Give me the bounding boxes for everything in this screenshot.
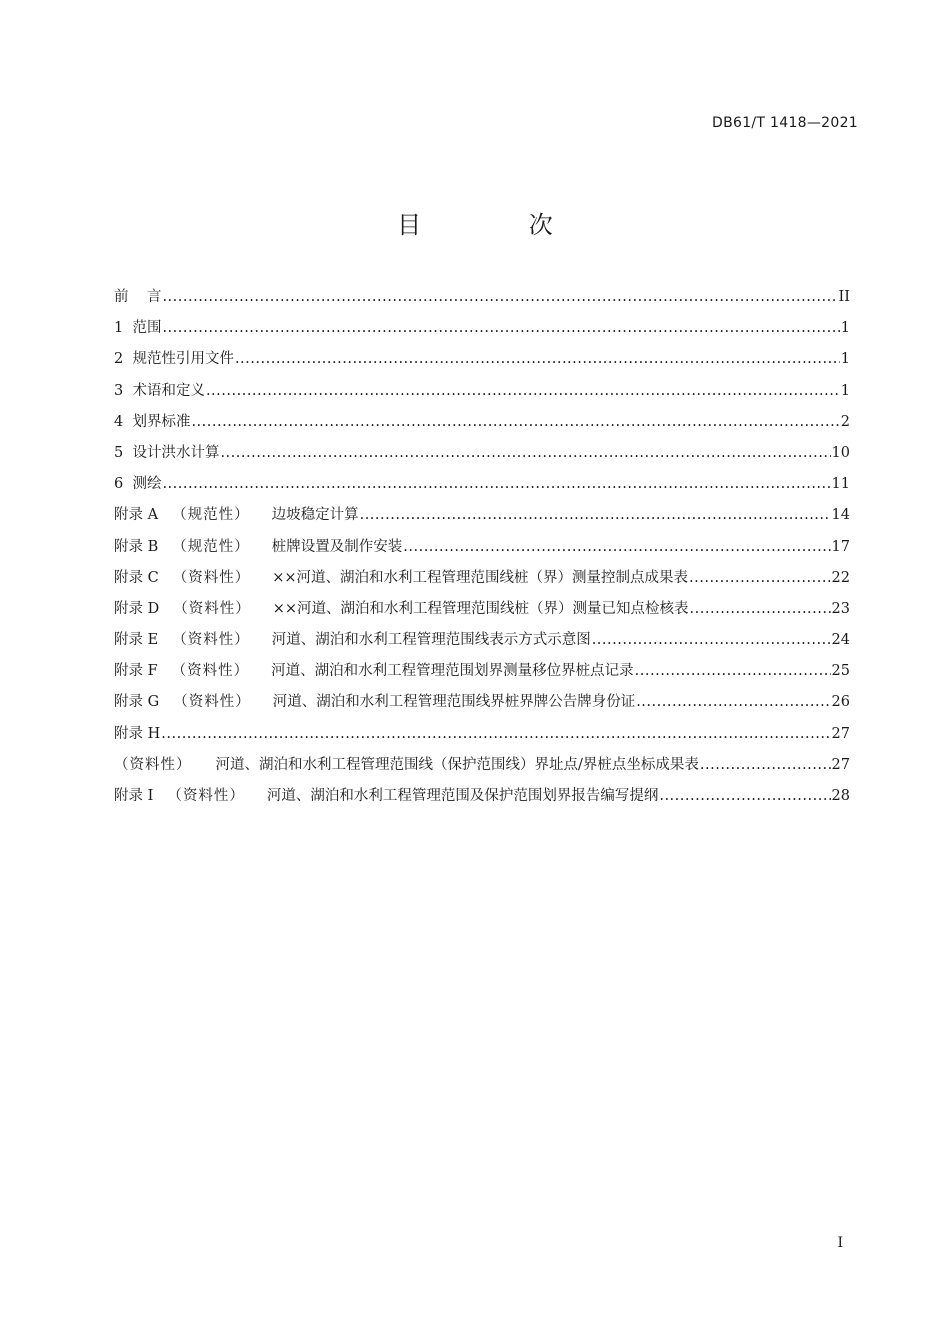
toc-entry-page: 27 <box>831 756 850 773</box>
toc-entry[interactable] <box>114 407 850 438</box>
toc-entry-page: II <box>838 289 850 305</box>
toc-entry-text: 河道、湖泊和水利工程管理范围线界桩界牌公告牌身份证 <box>272 694 636 711</box>
toc-entry-text: 河道、湖泊和水利工程管理范围及保护范围划界报告编写提纲 <box>266 788 659 804</box>
toc-entry-category: （资料性） <box>173 600 251 617</box>
toc-entry-label: 6 测绘 <box>114 476 162 493</box>
toc-entry-text: 边坡稳定计算 <box>271 507 359 524</box>
toc-entry[interactable] <box>114 282 850 313</box>
toc-entry-category: （规范性） <box>172 507 250 524</box>
toc-entry-label: 附录 F <box>114 663 158 680</box>
toc-entry-category: （资料性） <box>173 694 251 711</box>
toc-entry-text: 桩牌设置及制作安装 <box>271 538 403 555</box>
toc-leader-dots <box>162 313 839 344</box>
toc-leader-dots <box>659 781 830 812</box>
toc-entry[interactable] <box>114 687 850 718</box>
toc-entry[interactable] <box>114 594 850 625</box>
toc-entry-page: 17 <box>831 538 850 555</box>
toc-entry-text: ××河道、湖泊和水利工程管理范围线桩（界）测量控制点成果表 <box>272 569 689 586</box>
toc-entry-page: 1 <box>840 320 850 337</box>
table-of-contents <box>114 282 850 812</box>
toc-leader-dots <box>689 563 831 594</box>
toc-entry-text: 河道、湖泊和水利工程管理范围线表示方式示意图 <box>271 632 591 649</box>
page-number: I <box>837 1235 843 1251</box>
toc-entry-page: 25 <box>831 663 850 680</box>
toc-leader-dots <box>636 687 830 718</box>
toc-entry-page: 23 <box>831 600 850 617</box>
toc-leader-dots <box>360 500 831 531</box>
toc-leader-dots <box>206 376 840 407</box>
toc-entry-page: 11 <box>831 476 850 493</box>
toc-entry-page: 14 <box>831 507 850 524</box>
toc-entry[interactable] <box>114 563 850 594</box>
standard-code: DB61/T 1418—2021 <box>712 115 858 131</box>
toc-entry-label: 附录 H <box>114 725 161 742</box>
toc-entry-page: 22 <box>831 569 850 586</box>
toc-entry-label: 附录 B <box>114 538 159 555</box>
toc-entry[interactable] <box>114 313 850 344</box>
toc-entry-label: 附录 I <box>114 788 154 804</box>
toc-entry[interactable] <box>114 532 850 563</box>
toc-entry[interactable] <box>114 344 850 375</box>
toc-entry-category: （规范性） <box>172 538 250 555</box>
toc-entry-label: 5 设计洪水计算 <box>114 444 220 461</box>
toc-entry[interactable] <box>114 719 850 750</box>
toc-entry[interactable] <box>114 750 850 781</box>
toc-leader-dots <box>162 282 837 313</box>
toc-leader-dots <box>700 750 831 781</box>
toc-entry-page: 24 <box>831 632 850 649</box>
toc-entry-label: 附录 E <box>114 632 159 649</box>
toc-entry-category: （资料性） <box>167 788 245 804</box>
toc-leader-dots <box>592 625 831 656</box>
toc-entry-text: ××河道、湖泊和水利工程管理范围线桩（界）测量已知点检核表 <box>272 600 689 617</box>
toc-leader-dots <box>162 469 830 500</box>
toc-leader-dots <box>161 719 830 750</box>
toc-entry-page: 1 <box>840 351 850 368</box>
toc-entry-page: 1 <box>840 382 850 399</box>
toc-entry-page: 2 <box>840 413 850 430</box>
toc-entry[interactable] <box>114 781 850 812</box>
toc-entry-category: （资料性） <box>171 663 250 680</box>
toc-entry[interactable] <box>114 376 850 407</box>
toc-entry-category: （资料性） <box>114 756 192 773</box>
toc-entry-label: 附录 D <box>114 600 160 617</box>
toc-leader-dots <box>635 656 831 687</box>
toc-title: 目 次 <box>397 211 603 239</box>
toc-entry-text: 河道、湖泊和水利工程管理范围划界测量移位界桩点记录 <box>271 663 634 680</box>
toc-entry-category: （资料性） <box>172 632 250 649</box>
toc-entry-label: 前 言 <box>114 289 162 305</box>
toc-entry-label: 附录 C <box>114 569 159 586</box>
toc-entry-label: 2 规范性引用文件 <box>114 351 234 368</box>
toc-entry[interactable] <box>114 656 850 687</box>
toc-entry-page: 27 <box>831 725 850 742</box>
toc-entry-page: 26 <box>831 694 850 711</box>
toc-entry-label: 4 划界标准 <box>114 413 191 430</box>
toc-entry-label: 附录 G <box>114 694 160 711</box>
toc-entry-label: 附录 A <box>114 507 159 524</box>
toc-leader-dots <box>403 532 830 563</box>
toc-leader-dots <box>220 438 830 469</box>
toc-leader-dots <box>191 407 839 438</box>
toc-leader-dots <box>235 344 840 375</box>
toc-leader-dots <box>690 594 831 625</box>
toc-entry[interactable] <box>114 500 850 531</box>
toc-entry-label: 1 范围 <box>114 320 162 337</box>
toc-entry-page: 28 <box>831 788 850 804</box>
toc-entry-label: 3 术语和定义 <box>114 382 205 399</box>
toc-entry-page: 10 <box>831 444 850 461</box>
toc-entry[interactable] <box>114 625 850 656</box>
toc-entry[interactable] <box>114 438 850 469</box>
toc-entry-text: 河道、湖泊和水利工程管理范围线（保护范围线）界址点/界桩点坐标成果表 <box>215 756 699 773</box>
toc-entry-category: （资料性） <box>172 569 251 586</box>
toc-entry[interactable] <box>114 469 850 500</box>
